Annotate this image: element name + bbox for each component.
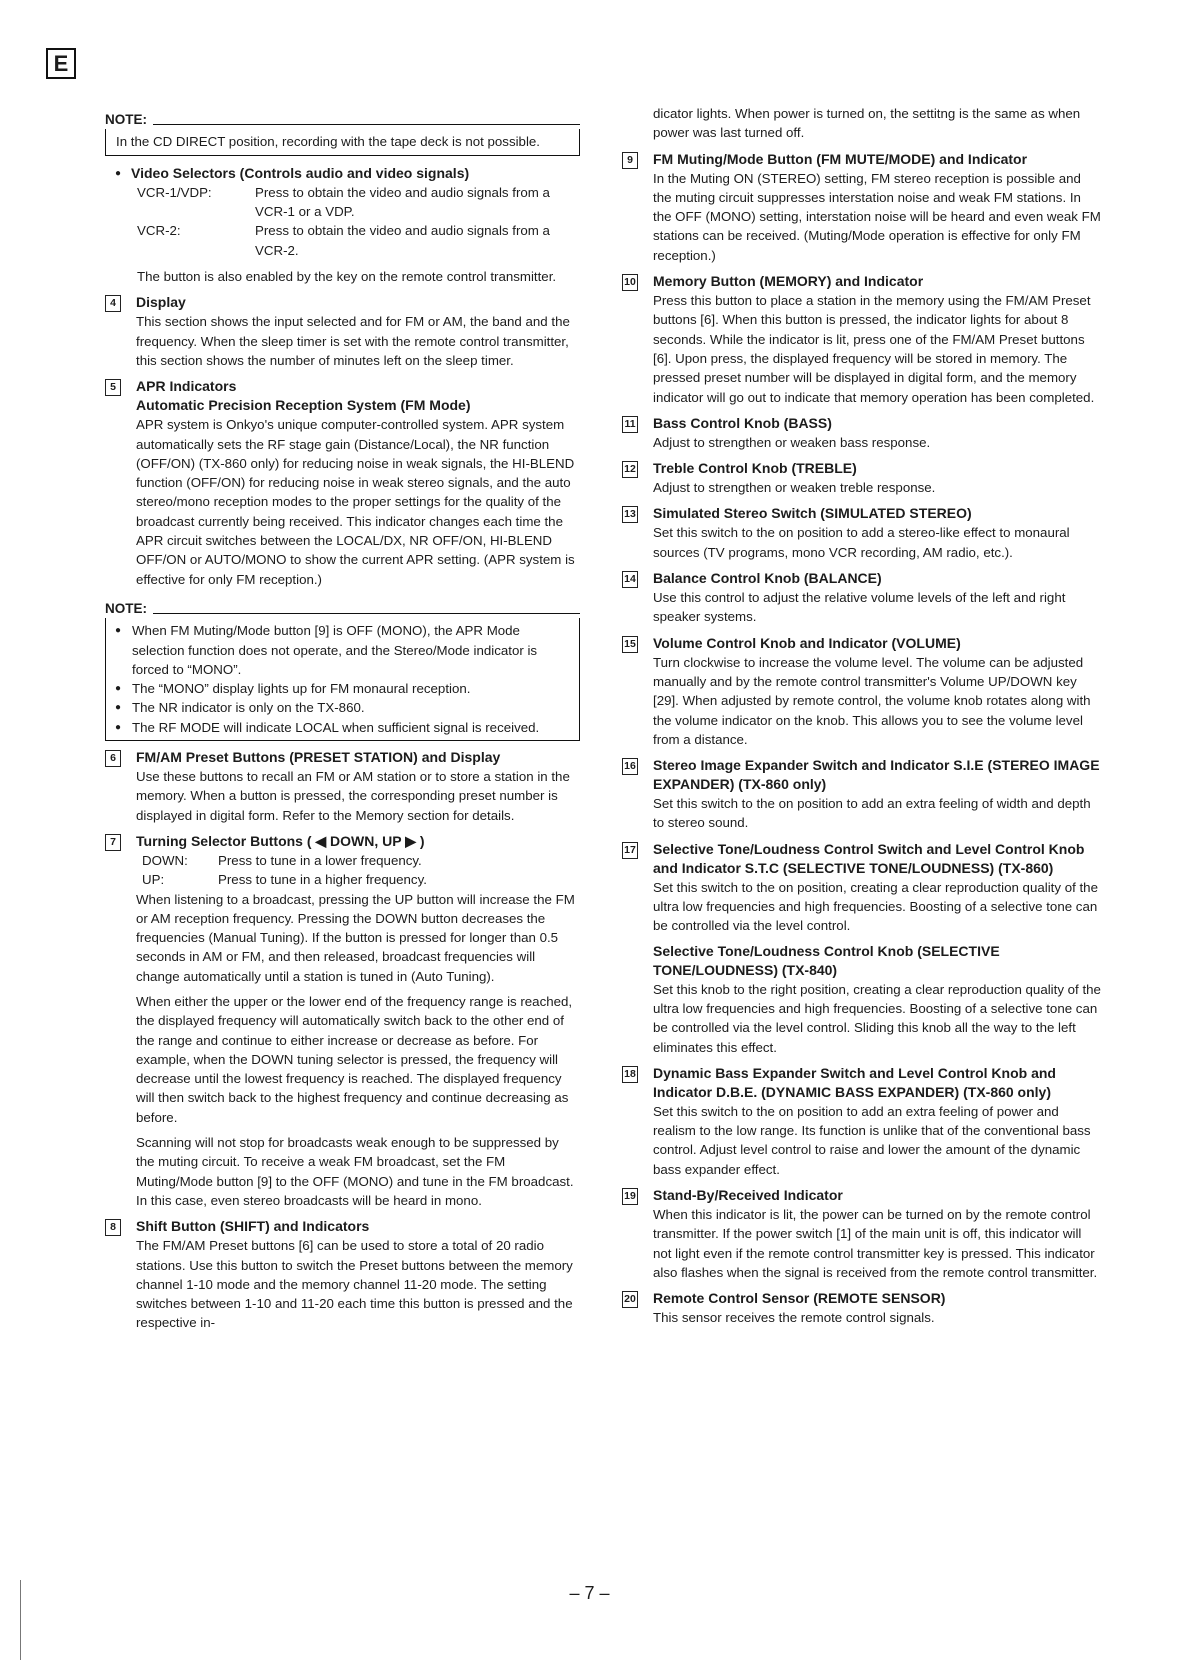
section-number: 12 <box>622 461 638 478</box>
note-item: ● When FM Muting/Mode button [9] is OFF (MONO), the APR Mode selection function does not operate, and the Stereo/Mode indicator is forced to “MONO”. <box>132 621 569 679</box>
section-apr-indicators <box>105 377 580 589</box>
def-item: VCR-2: Press to obtain the video and audio signals from a VCR-2. <box>137 223 550 258</box>
section-body: Adjust to strengthen or weaken bass response. <box>653 434 931 450</box>
section-number: 18 <box>622 1066 638 1083</box>
section-title: Volume Control Knob and Indicator (VOLUME) <box>653 634 961 651</box>
section-title: Stand-By/Received Indicator <box>653 1186 843 1203</box>
section-number: 17 <box>622 842 638 859</box>
section-body: Use these buttons to recall an FM or AM station or to store a station in the memory. When a button is pressed, the corresponding preset number is displayed in digital form. Refer to the Memory section for details. <box>136 769 570 823</box>
section-body: Turn clockwise to increase the volume level. The volume can be adjusted manually and by the remote control transmitter's Volume UP/DOWN key [29]. When adjusted by remote control, the volume knob rotates along with the volume indicator on the knob. This allows you to see the volume level from a distance. <box>653 654 1091 747</box>
note-label: NOTE: <box>105 599 580 618</box>
section-fm-muting <box>622 150 1102 265</box>
section-stereo-image-expander <box>622 756 1102 833</box>
section-body: In the Muting ON (STEREO) setting, FM stereo reception is possible and the muting circuit suppresses interstation noise and weak FM stations. In the OFF (MONO) setting, interstation noise will be heard and even weak FM stations can be received. (Muting/Mode operation is effective for only FM reception.) <box>653 170 1101 263</box>
section-body: This sensor receives the remote control signals. <box>653 1310 935 1326</box>
bullet-icon: ● <box>115 167 122 179</box>
section-number: 13 <box>622 506 638 523</box>
section-body: When either the upper or the lower end of the frequency range is reached, the displayed frequency will automatically switch back to the other end of the range and continue to either increase or decrease as before. For example, when the DOWN tuning selector is pressed, the frequency will decrease until the lowest frequency is reached. The displayed frequency will then switch back to the highest frequency and continue decreasing as before. <box>136 993 573 1125</box>
section-body: Scanning will not stop for broadcasts weak enough to be suppressed by the muting circuit. To receive a weak FM broadcast, set the FM Muting/Mode button [9] to the OFF (MONO) and tune in the FM broadcast. In this case, even stereo broadcasts will be heard in mono. <box>136 1135 574 1208</box>
section-title: Selective Tone/Loudness Control Knob (SELECTIVE TONE/LOUDNESS) (TX-840) <box>653 942 1000 978</box>
section-body: The FM/AM Preset buttons [6] can be used to store a total of 20 radio stations. Use this button to switch the Preset buttons between the memory channel 1-10 mode and the memory channel 11-20 mode. The setting switches between 1-10 and 11-20 each time this button is pressed and the respective in- <box>136 1238 573 1331</box>
section-memory <box>622 272 1102 407</box>
section-number: 15 <box>622 636 638 653</box>
section-body: Adjust to strengthen or weaken treble response. <box>653 480 936 496</box>
section-number: 6 <box>105 750 121 767</box>
section-treble <box>622 459 1102 497</box>
def-item: UP: Press to tune in a higher frequency. <box>142 872 427 888</box>
section-body: When listening to a broadcast, pressing the UP button will increase the FM or AM reception frequency. Pressing the DOWN button decreases the frequencies (Manual Tuning). If the button is pressed for longer than 0.5 seconds in AM or FM, and then released, broadcast frequencies will change automatically until a station is tuned in (Auto Tuning). <box>136 891 575 984</box>
page-number: – 7 – <box>569 1583 610 1603</box>
right-column <box>622 104 1102 1327</box>
note-label: NOTE: <box>105 110 580 129</box>
section-standby-indicator <box>622 1186 1102 1282</box>
section-title: Memory Button (MEMORY) and Indicator <box>653 273 924 290</box>
section-title: Simulated Stereo Switch (SIMULATED STEREO) <box>653 505 972 522</box>
section-bass <box>622 414 1102 452</box>
section-body: Set this switch to the on position to add a stereo-like effect to monaural sources (TV programs, mono VCR recording, AM radio, etc.). <box>653 525 1070 560</box>
section-balance <box>622 569 1102 627</box>
section-title: Shift Button (SHIFT) and Indicators <box>136 1218 370 1235</box>
continued-text: dicator lights. When power is turned on, the settitng is the same as when power was last turned off. <box>653 106 1081 141</box>
section-body: This section shows the input selected and for FM or AM, the band and the frequency. When the sleep timer is set with the remote control transmitter, this section shows the number of minutes left on the sleep timer. <box>136 314 570 368</box>
section-title: Bass Control Knob (BASS) <box>653 414 832 431</box>
section-dynamic-bass <box>622 1064 1102 1179</box>
section-title: Treble Control Knob (TREBLE) <box>653 460 857 477</box>
section-number: 14 <box>622 571 638 588</box>
section-number: 8 <box>105 1219 121 1236</box>
section-title: Balance Control Knob (BALANCE) <box>653 570 882 587</box>
section-body: APR system is Onkyo's unique computer-controlled system. APR system automatically sets the RF stage gain (Distance/Local), the NR function (OFF/ON) (TX-860 only) for reducing noise in weak signals, the HI-BLEND function (OFF/ON) for reducing noise in weak stereo signals, and the auto stereo/mono reception modes to the proper settings for the quality of the broadcast currently being received. This indicator changes each time the APR circuit switches between the LOCAL/DX, NR OFF/ON, HI-BLEND OFF/ON or AUTO/MONO to show the current APR setting. (APR system is effective for only FM reception.) <box>136 417 575 587</box>
note-box-apr <box>105 618 580 741</box>
note-rule <box>153 124 580 125</box>
section-volume <box>622 634 1102 749</box>
section-number: 11 <box>622 416 638 433</box>
section-shift-button <box>105 1217 580 1332</box>
note-item: ● The NR indicator is only on the TX-860. <box>132 698 569 717</box>
section-title: Remote Control Sensor (REMOTE SENSOR) <box>653 1290 946 1307</box>
section-number: 16 <box>622 758 638 775</box>
section-title: Display <box>136 294 186 311</box>
note-text: In the CD DIRECT position, recording with the tape deck is not possible. <box>116 134 540 150</box>
section-number: 10 <box>622 274 638 291</box>
section-body: Use this control to adjust the relative volume levels of the left and right speaker systems. <box>653 590 1066 625</box>
section-number: 19 <box>622 1188 638 1205</box>
section-preset-buttons <box>105 748 580 825</box>
section-title: Turning Selector Buttons ( ◀ DOWN, UP ▶ ) <box>136 832 425 849</box>
section-body: When this indicator is lit, the power can be turned on by the remote control transmitter. If the power switch [1] of the main unit is off, this indicator will not light even if the remote control transmitter key is pressed. This indicator also flashes when the signal is received from the remote control transmitter. <box>653 1206 1098 1280</box>
note-box-cd-direct <box>105 129 580 155</box>
section-display <box>105 293 580 370</box>
def-item: DOWN: Press to tune in a lower frequency. <box>142 852 422 868</box>
section-number: 4 <box>105 295 121 312</box>
section-tuning-buttons <box>105 832 580 1210</box>
note-rule <box>153 613 580 614</box>
language-badge: E <box>46 48 76 79</box>
video-selectors-heading: ● Video Selectors (Controls audio and video signals) <box>105 164 580 183</box>
section-title: Stereo Image Expander Switch and Indicator S.I.E (STEREO IMAGE EXPANDER) (TX-860 only) <box>653 757 1100 793</box>
def-item: VCR-1/VDP: Press to obtain the video and audio signals from a VCR-1 or a VDP. <box>137 184 550 220</box>
section-body: Set this switch to the on position to add an extra feeling of width and depth to stereo sound. <box>653 796 1091 831</box>
section-body: Press this button to place a station in the memory using the FM/AM Preset buttons [6]. When this button is pressed, the indicator lights for about 8 seconds. While the indicator is lit, press one of the FM/AM Preset buttons [6]. Upon press, the displayed frequency will be stored in memory. The pressed preset number will be displayed in digital form, and the memory indicator will go out to indicate that memory operation has been completed. <box>653 293 1095 405</box>
section-body: Set this switch to the on position to add an extra feeling of power and realism to the low range. Its function is unlike that of the conventional bass control. Adjust level control to raise and lower the amount of the dynamic bass expander effect. <box>653 1103 1091 1177</box>
section-title: Dynamic Bass Expander Switch and Level Control Knob and Indicator D.B.E. (DYNAMIC BASS EXPANDER) (TX-860 only) <box>653 1064 1056 1100</box>
section-title: Selective Tone/Loudness Control Switch and Level Control Knob and Indicator S.T.C (SELECTIVE TONE/LOUDNESS) (TX-860) <box>653 840 1085 876</box>
section-remote-sensor <box>622 1289 1102 1327</box>
section-title: APR Indicators <box>136 378 237 395</box>
section-body: Set this switch to the on position, creating a clear reproduction quality of the ultra low frequencies and high frequencies. Boosting of a selective tone can be controlled via the level control. <box>653 879 1098 934</box>
section-number: 9 <box>622 152 638 169</box>
left-column <box>105 104 580 1333</box>
note-item: ● The RF MODE will indicate LOCAL when sufficient signal is received. <box>132 718 569 737</box>
section-title: FM/AM Preset Buttons (PRESET STATION) and Display <box>136 749 501 766</box>
section-number: 5 <box>105 379 121 396</box>
section-selective-tone <box>622 840 1102 1057</box>
section-number: 7 <box>105 834 121 851</box>
section-simulated-stereo <box>622 504 1102 562</box>
section-number: 20 <box>622 1291 638 1308</box>
section-subtitle: Automatic Precision Reception System (FM Mode) <box>136 397 471 414</box>
video-selectors-note: The button is also enabled by the key on the remote control transmitter. <box>137 269 557 285</box>
section-title: FM Muting/Mode Button (FM MUTE/MODE) and Indicator <box>653 150 1028 167</box>
note-item: ● The “MONO” display lights up for FM monaural reception. <box>132 679 569 698</box>
section-body: Set this knob to the right position, creating a clear reproduction quality of the ultra low frequencies and high frequencies. Boosting of a selective tone can be controlled via the level control. Sliding this knob all the way to the left eliminates this effect. <box>653 981 1101 1055</box>
